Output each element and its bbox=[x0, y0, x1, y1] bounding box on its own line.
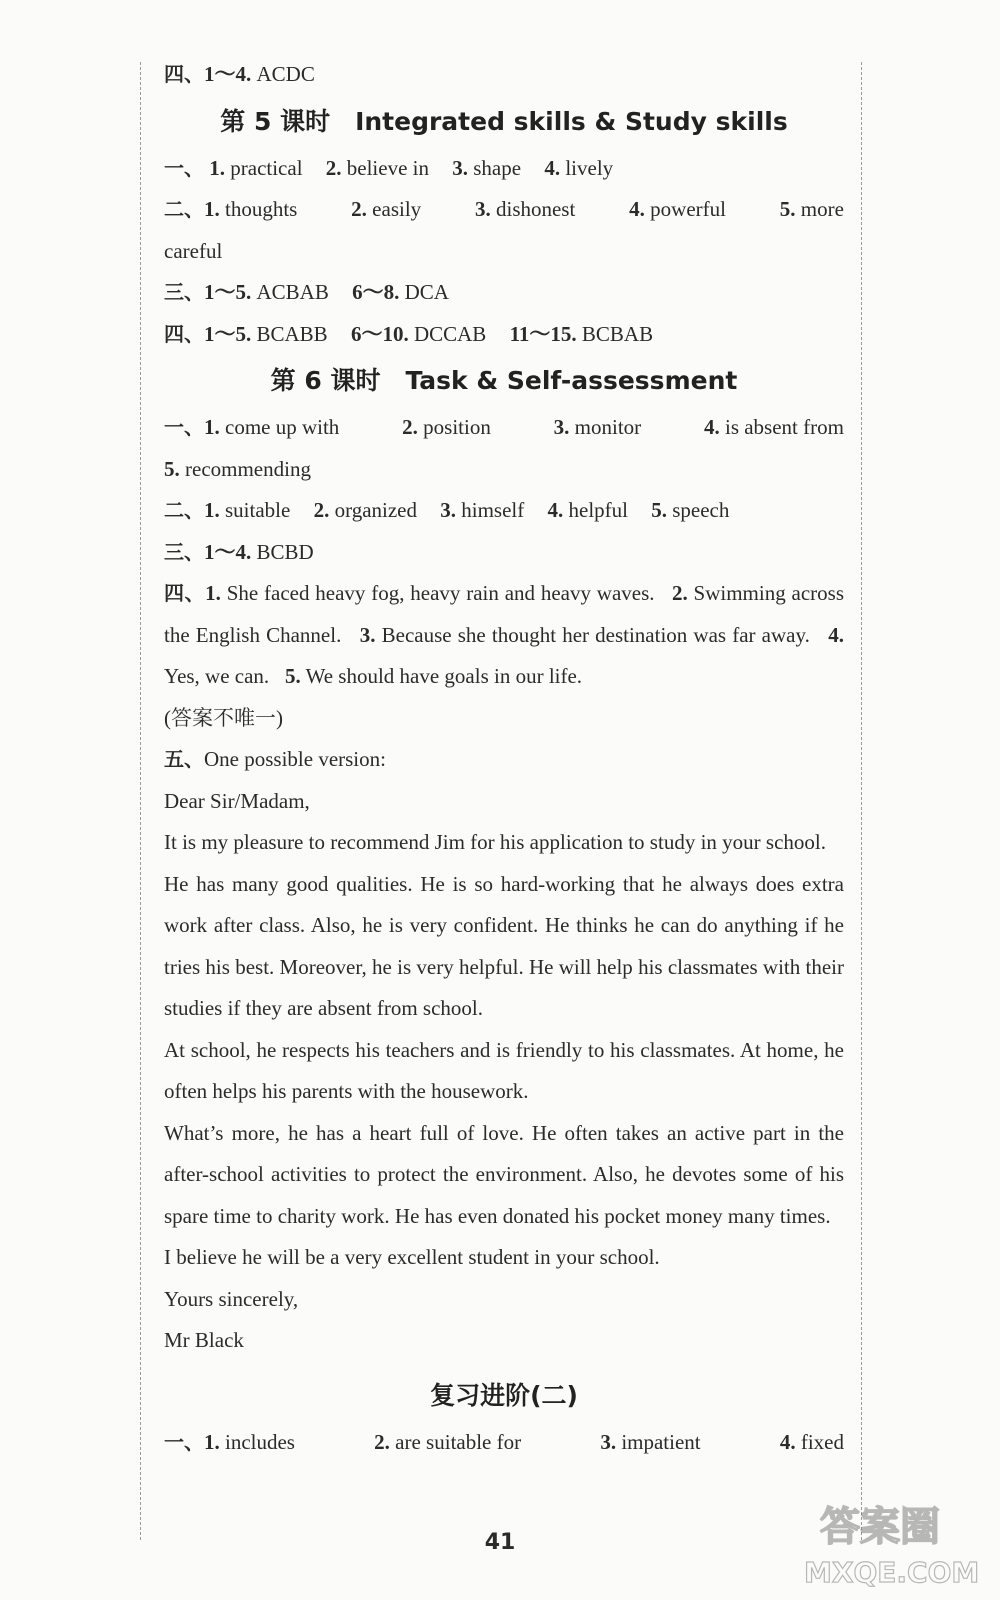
watermark-logo bbox=[800, 1490, 990, 1590]
answer-text: fixed bbox=[800, 1429, 844, 1454]
answer-text: come up with bbox=[225, 415, 340, 439]
top-answer-line bbox=[164, 54, 844, 96]
section-lead: 四、 bbox=[164, 321, 204, 346]
answer-text: shape bbox=[473, 155, 522, 180]
section-lead: 一、 bbox=[164, 155, 204, 180]
answer-text: includes bbox=[225, 1429, 295, 1454]
item-number: 6～8. bbox=[352, 280, 400, 304]
answer-text: She faced heavy fog, heavy rain and heavy waves. bbox=[226, 581, 655, 605]
item-number: 2. bbox=[402, 415, 418, 439]
answer-content bbox=[164, 54, 844, 1463]
answer-text: are suitable for bbox=[395, 1429, 522, 1454]
lesson6-section3 bbox=[164, 532, 844, 574]
answer-text: DCA bbox=[404, 280, 449, 304]
letter-signature: Mr Black bbox=[164, 1328, 244, 1352]
answer-text: himself bbox=[461, 498, 525, 522]
letter-paragraph-3: At school, he respects his teachers and is friendly to his classmates. At home, he often helps his parents with the housework. bbox=[164, 1037, 844, 1103]
item-number: 3. bbox=[474, 197, 491, 221]
lesson5-section4 bbox=[164, 314, 844, 356]
item-number: 1～4. bbox=[204, 539, 252, 564]
letter-paragraph-1: It is my pleasure to recommend Jim for his application to study in your school. bbox=[164, 830, 826, 854]
answer-text: BCBAB bbox=[581, 321, 654, 346]
answer-text: suitable bbox=[225, 498, 291, 522]
item-number: 5. bbox=[164, 456, 180, 481]
letter-salutation: Dear Sir/Madam, bbox=[164, 788, 310, 813]
section-lead: 二、 bbox=[164, 197, 204, 221]
answer-text: believe in bbox=[346, 155, 429, 180]
answer-text: ACDC bbox=[256, 62, 315, 86]
answer-text: is absent from bbox=[724, 415, 844, 439]
lesson6-section2 bbox=[164, 490, 844, 532]
item-number: 4. bbox=[779, 1429, 796, 1454]
review-heading: 复习进阶(二) bbox=[430, 1380, 578, 1410]
watermark-top-text: 答案圈 bbox=[820, 1504, 940, 1550]
item-number: 2. bbox=[325, 155, 342, 180]
answer-text: impatient bbox=[621, 1429, 701, 1454]
lesson5-heading: 第 5 课时 Integrated skills & Study skills bbox=[220, 106, 788, 136]
lesson5-section2-wrap: careful bbox=[164, 238, 223, 263]
answer-text: powerful bbox=[650, 197, 726, 221]
section-lead: 四、 bbox=[164, 581, 206, 605]
item-number: 5. bbox=[779, 197, 796, 221]
lesson5-section3 bbox=[164, 272, 844, 314]
item-number: 4. bbox=[544, 155, 561, 180]
item-number: 3. bbox=[600, 1429, 617, 1454]
answer-text: ACBAB bbox=[256, 280, 329, 304]
section-lead: 三、 bbox=[164, 280, 204, 304]
answer-text: practical bbox=[230, 155, 303, 180]
item-number: 2. bbox=[313, 498, 330, 522]
answer-text: Swimming across the English Channel. bbox=[164, 581, 844, 647]
answer-text: monitor bbox=[574, 415, 642, 439]
letter-closing: Yours sincerely, bbox=[164, 1286, 299, 1311]
item-number: 4. bbox=[828, 622, 845, 647]
lesson6-section5-intro bbox=[164, 739, 844, 781]
answer-text: thoughts bbox=[225, 197, 298, 221]
answer-text: lively bbox=[565, 155, 614, 180]
item-number: 3. bbox=[553, 415, 570, 439]
answer-text: recommending bbox=[185, 456, 311, 481]
lesson6-section4 bbox=[164, 573, 844, 739]
lesson5-section2 bbox=[164, 189, 844, 231]
item-number: 1. bbox=[204, 1429, 220, 1454]
watermark-bottom-text: MXQE.COM bbox=[804, 1556, 980, 1589]
answer-text: dishonest bbox=[495, 197, 576, 221]
page-number: 41 bbox=[484, 1530, 516, 1555]
lesson5-section1 bbox=[164, 148, 844, 190]
item-number: 1. bbox=[204, 498, 220, 522]
item-number: 1. bbox=[204, 197, 220, 221]
answer-text: position bbox=[423, 415, 491, 439]
item-number: 1. bbox=[205, 581, 221, 605]
answer-text: BCBD bbox=[256, 539, 314, 564]
item-number: 11～15. bbox=[509, 321, 577, 346]
item-number: 4. bbox=[703, 415, 720, 439]
item-number: 2. bbox=[374, 1429, 390, 1454]
left-dashed-rule bbox=[140, 62, 141, 1540]
item-number: 4. bbox=[547, 498, 564, 522]
answer-text: Because she thought her destination was far away. bbox=[381, 622, 810, 647]
section-lead: 四、 bbox=[164, 62, 204, 86]
item-number: 3. bbox=[440, 498, 456, 522]
answer-text: We should have goals in our life. bbox=[305, 664, 583, 688]
item-number: 2. bbox=[671, 581, 688, 605]
lesson6-section1 bbox=[164, 407, 844, 449]
section-lead: 二、 bbox=[164, 498, 204, 522]
section-lead: 一、 bbox=[164, 415, 204, 439]
answer-text: more bbox=[800, 197, 844, 221]
item-number: 3. bbox=[452, 155, 468, 180]
answer-text: BCABB bbox=[256, 321, 328, 346]
item-number: 1. bbox=[209, 155, 225, 180]
intro-text: One possible version: bbox=[204, 747, 386, 771]
answer-text: helpful bbox=[568, 498, 628, 522]
item-number: 3. bbox=[359, 622, 376, 647]
item-number: 2. bbox=[351, 197, 367, 221]
answer-text: easily bbox=[372, 197, 422, 221]
item-number: 1～5. bbox=[204, 321, 252, 346]
item-number: 5. bbox=[284, 664, 301, 688]
answer-text: Yes, we can. bbox=[164, 664, 270, 688]
item-number: 4. bbox=[629, 197, 645, 221]
answer-text: DCCAB bbox=[413, 321, 487, 346]
item-number: 1. bbox=[204, 415, 220, 439]
item-number: 5. bbox=[651, 498, 667, 522]
item-number: 1～5. bbox=[204, 280, 252, 304]
section-lead: 三、 bbox=[164, 539, 204, 564]
section-lead: 五、 bbox=[164, 747, 204, 771]
letter-paragraph-2: He has many good qualities. He is so hard-working that he always does extra work after class. Also, he is very confident. He thinks he can do anything if he tries his best. Moreover, he is very helpful. He will help his classmates with their studies if they are absent from school. bbox=[164, 871, 844, 1020]
section-lead: 一、 bbox=[164, 1429, 204, 1454]
lesson6-heading: 第 6 课时 Task & Self-assessment bbox=[270, 366, 738, 395]
answer-text: organized bbox=[334, 498, 417, 522]
item-number: 1～4. bbox=[204, 62, 252, 86]
item-number: 6～10. bbox=[350, 321, 409, 346]
answer-note: (答案不唯一) bbox=[164, 705, 283, 730]
right-dashed-rule bbox=[861, 62, 862, 1540]
letter-paragraph-5: I believe he will be a very excellent student in your school. bbox=[164, 1245, 660, 1269]
lesson6-section1-wrap bbox=[164, 449, 844, 491]
answer-text: speech bbox=[672, 498, 730, 522]
review-section1 bbox=[164, 1422, 844, 1464]
letter-paragraph-4: What’s more, he has a heart full of love. He often takes an active part in the after-school activities to protect the environment. Also, he devotes some of his spare time to charity work. He has even donated his pocket money many times. bbox=[164, 1120, 844, 1228]
